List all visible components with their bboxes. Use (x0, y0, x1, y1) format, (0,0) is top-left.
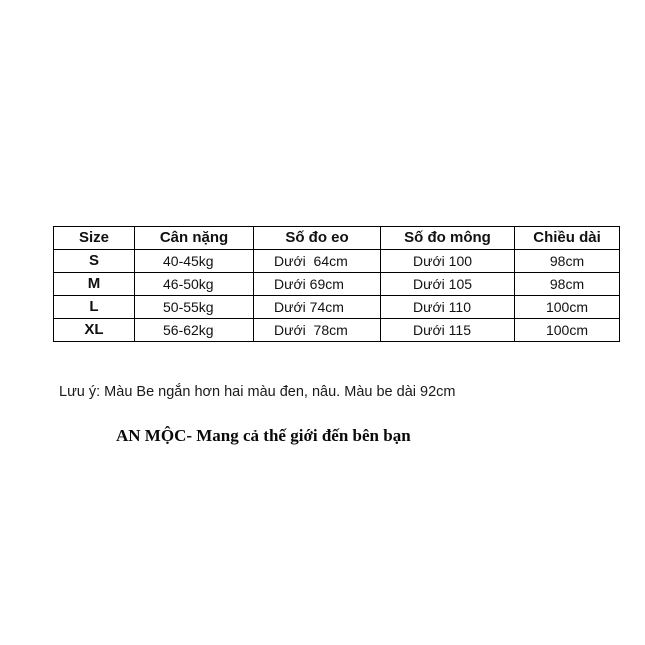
cell-weight: 50-55kg (135, 296, 254, 319)
table-row (54, 319, 620, 342)
cell-size: S (54, 250, 135, 273)
cell-hip: Dưới 105 (381, 273, 515, 296)
table-row (54, 273, 620, 296)
cell-size: M (54, 273, 135, 296)
brand-slogan: AN MỘC- Mang cả thế giới đến bên bạn (116, 426, 411, 445)
table-row (54, 250, 620, 273)
header-hip: Số đo mông (381, 227, 515, 250)
cell-hip: Dưới 115 (381, 319, 515, 342)
cell-weight: 40-45kg (135, 250, 254, 273)
cell-hip: Dưới 100 (381, 250, 515, 273)
header-length: Chiều dài (515, 227, 620, 250)
cell-size: L (54, 296, 135, 319)
cell-waist: Dưới 74cm (254, 296, 381, 319)
cell-weight: 56-62kg (135, 319, 254, 342)
cell-length: 98cm (515, 250, 620, 273)
header-waist: Số đo eo (254, 227, 381, 250)
cell-length: 100cm (515, 296, 620, 319)
cell-waist: Dưới 78cm (254, 319, 381, 342)
note-text: Lưu ý: Màu Be ngắn hơn hai màu đen, nâu. Màu be dài 92cm (59, 384, 456, 400)
cell-hip: Dưới 110 (381, 296, 515, 319)
table-row (54, 296, 620, 319)
cell-waist: Dưới 64cm (254, 250, 381, 273)
header-weight: Cân nặng (135, 227, 254, 250)
size-chart-table (53, 226, 620, 342)
cell-weight: 46-50kg (135, 273, 254, 296)
header-size: Size (54, 227, 135, 250)
cell-length: 100cm (515, 319, 620, 342)
cell-waist: Dưới 69cm (254, 273, 381, 296)
table-header-row (54, 227, 620, 250)
cell-size: XL (54, 319, 135, 342)
cell-length: 98cm (515, 273, 620, 296)
